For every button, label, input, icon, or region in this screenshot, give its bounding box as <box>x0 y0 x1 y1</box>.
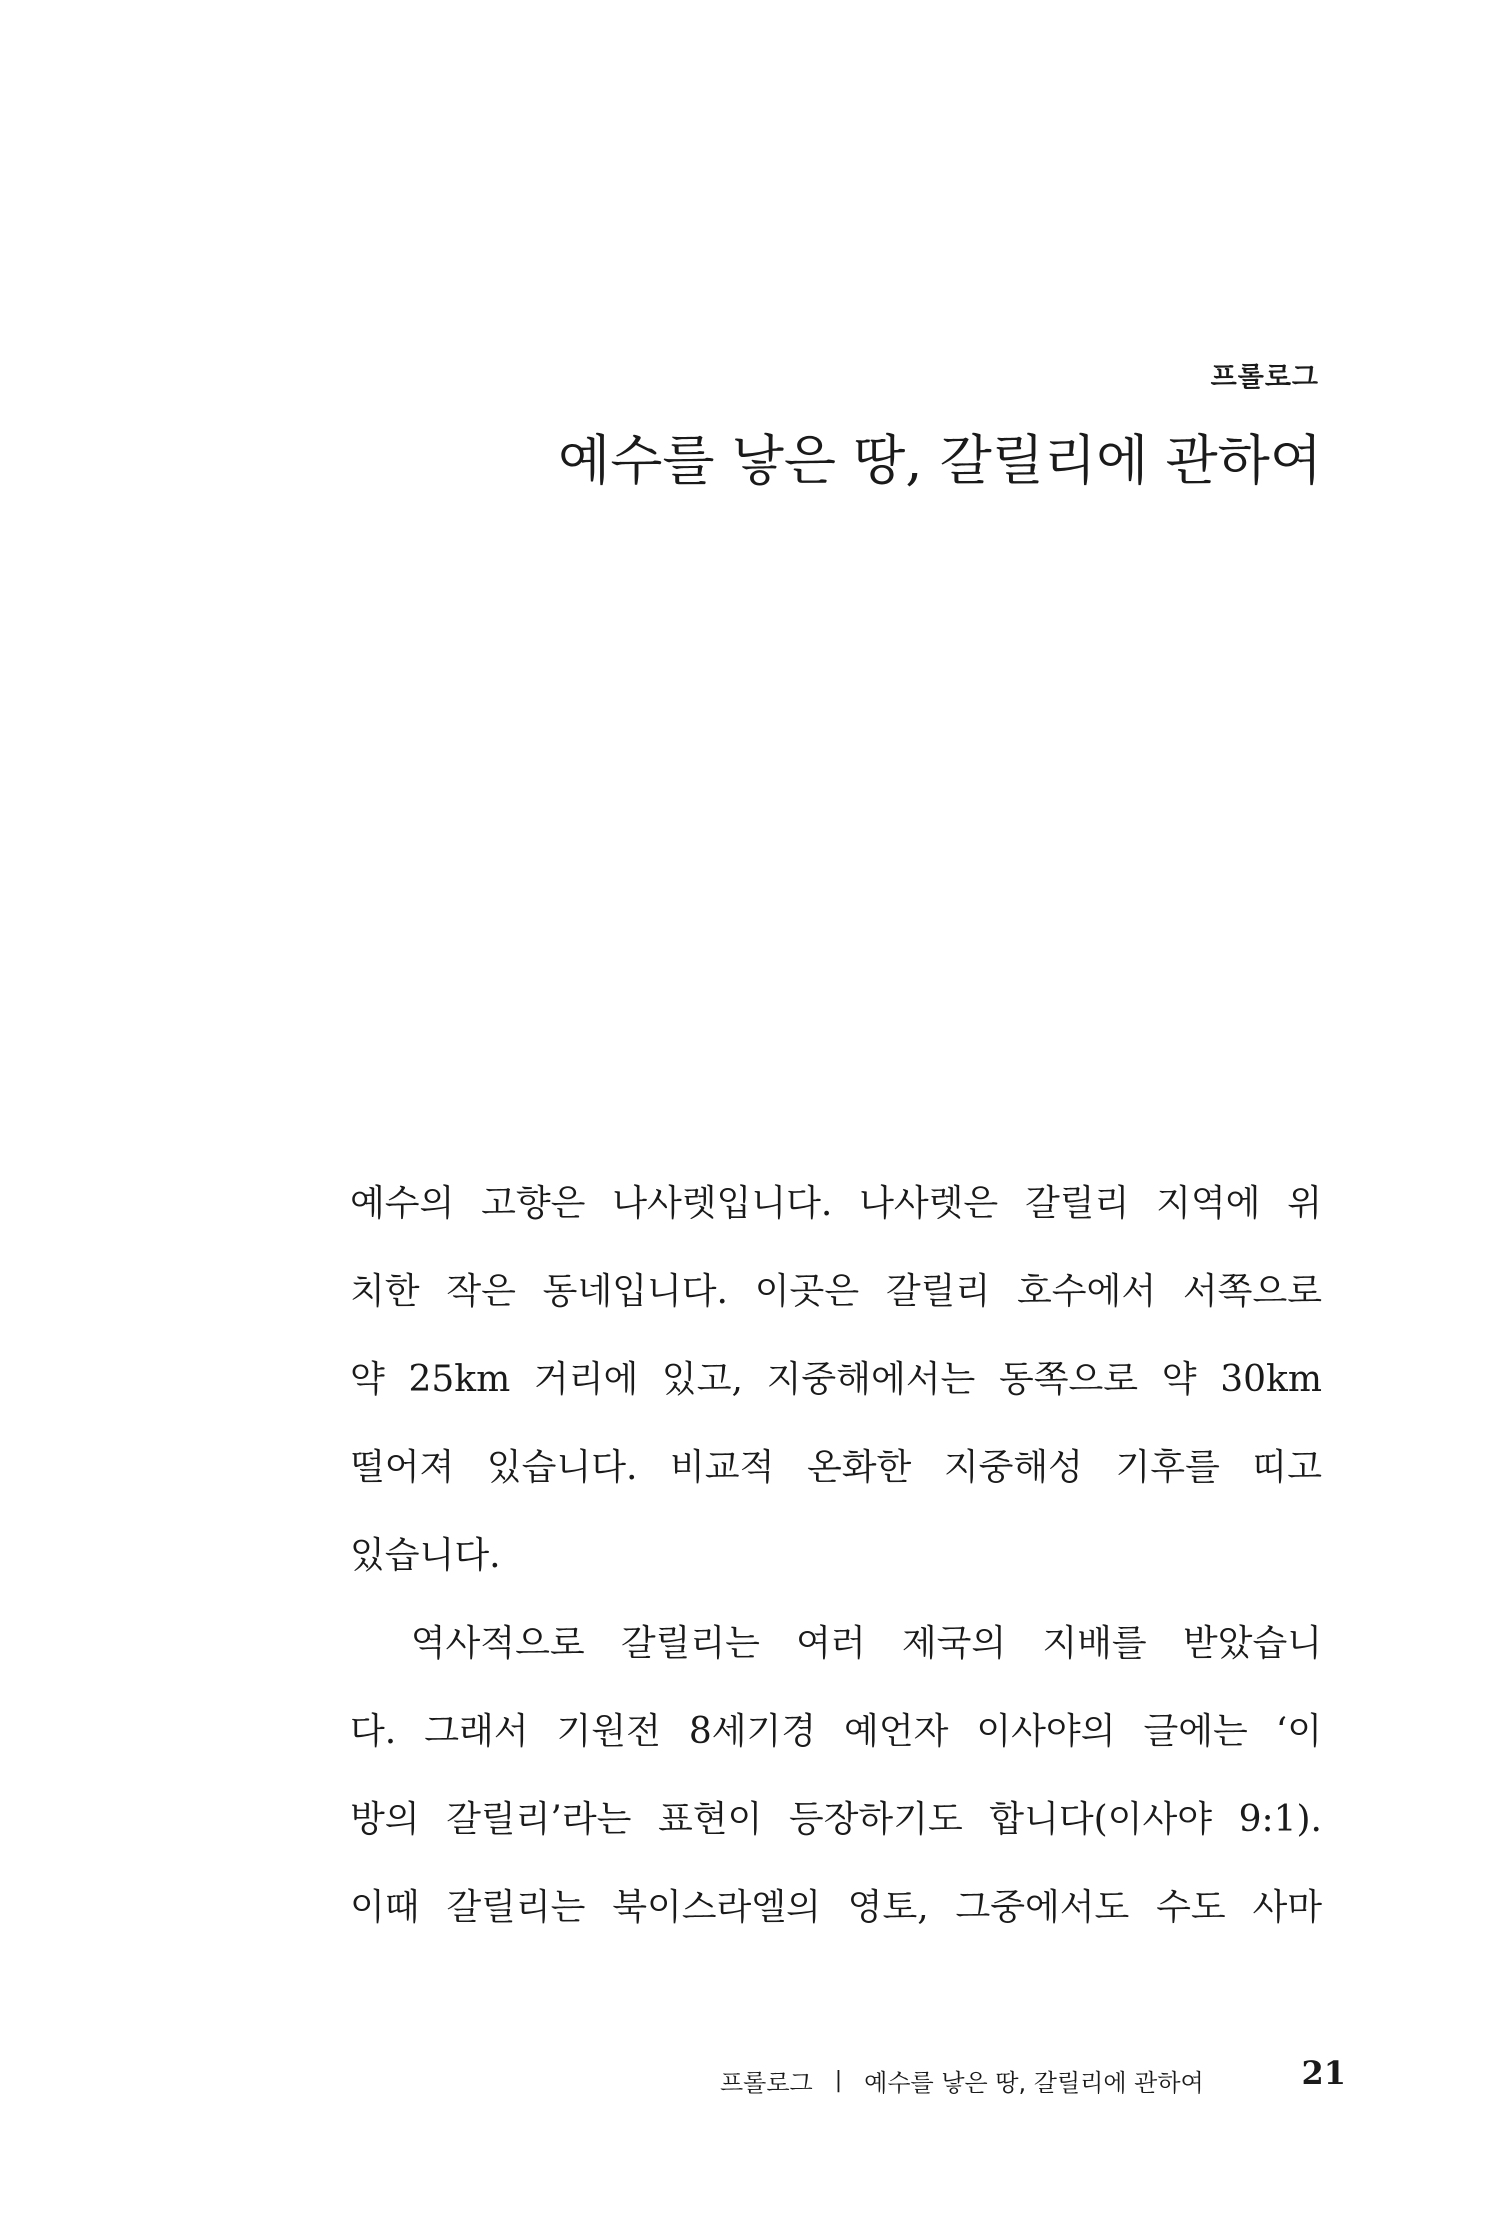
section-label: 프롤로그 <box>1210 362 1319 393</box>
body-text <box>350 1160 1322 1952</box>
body-line: 떨어져 있습니다. 비교적 온화한 지중해성 기후를 띠고 <box>350 1447 1322 1488</box>
footer-separator: | <box>834 2067 843 2093</box>
footer-title: 예수를 낳은 땅, 갈릴리에 관하여 <box>864 2068 1204 2097</box>
body-line: 이때 갈릴리는 북이스라엘의 영토, 그중에서도 수도 사마 <box>350 1887 1322 1928</box>
body-line: 예수의 고향은 나사렛입니다. 나사렛은 갈릴리 지역에 위 <box>350 1183 1322 1224</box>
body-line: 치한 작은 동네입니다. 이곳은 갈릴리 호수에서 서쪽으로 <box>350 1271 1322 1312</box>
body-line: 역사적으로 갈릴리는 여러 제국의 지배를 받았습니 <box>350 1623 1322 1664</box>
body-line: 방의 갈릴리’라는 표현이 등장하기도 합니다(이사야 9:1). <box>350 1799 1322 1840</box>
running-footer <box>720 2060 1350 2100</box>
body-line: 약 25km 거리에 있고, 지중해에서는 동쪽으로 약 30km <box>350 1359 1322 1400</box>
footer-section-label: 프롤로그 <box>720 2068 813 2097</box>
body-line: 있습니다. <box>350 1535 501 1576</box>
chapter-title: 예수를 낳은 땅, 갈릴리에 관하여 <box>558 429 1322 492</box>
page-number: 21 <box>1301 2054 1346 2092</box>
body-line: 다. 그래서 기원전 8세기경 예언자 이사야의 글에는 ‘이 <box>350 1711 1322 1752</box>
